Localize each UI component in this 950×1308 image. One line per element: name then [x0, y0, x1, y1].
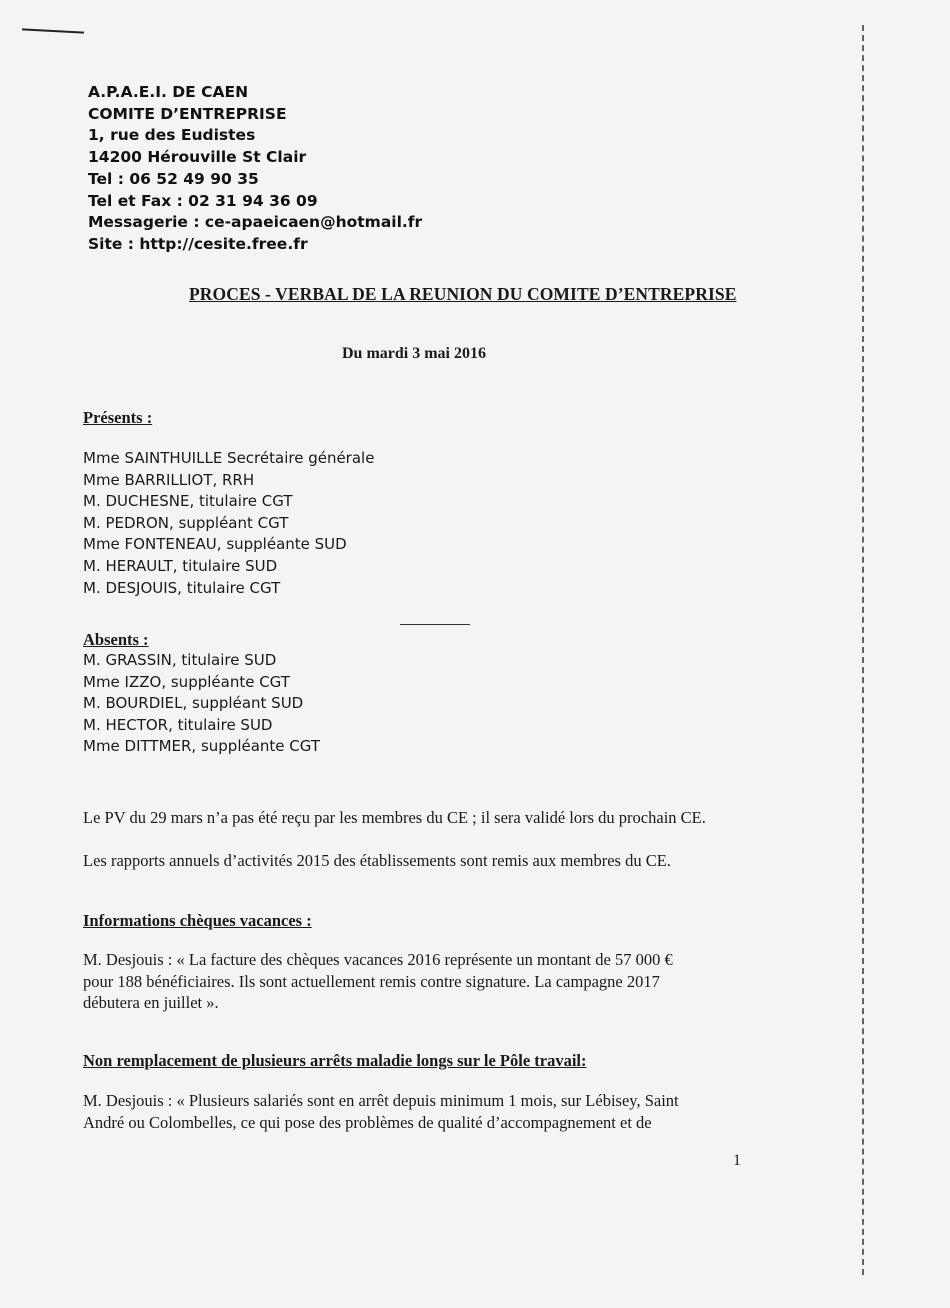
cheques-heading: Informations chèques vacances : — [83, 911, 312, 930]
list-item: Mme DITTMER, suppléante CGT — [83, 737, 321, 756]
paragraph-line: M. Desjouis : « La facture des chèques vacances 2016 représente un montant de 57 000 € — [83, 950, 673, 969]
presents-list — [83, 448, 374, 599]
telephone: Tel : 06 52 49 90 35 — [88, 169, 259, 188]
remplacement-paragraph — [83, 1090, 753, 1133]
list-item: M. BOURDIEL, suppléant SUD — [83, 694, 304, 713]
website: Site : http://cesite.free.fr — [88, 234, 308, 253]
page-number: 1 — [733, 1152, 741, 1169]
committee-name: COMITE D’ENTREPRISE — [88, 104, 287, 123]
org-name: A.P.A.E.I. DE CAEN — [88, 83, 249, 101]
absents-list — [83, 650, 320, 758]
document-title: PROCES - VERBAL DE LA REUNION DU COMITE D’ENTREPRISE — [189, 284, 737, 304]
presents-heading: Présents : — [83, 408, 153, 427]
list-item: M. HECTOR, titulaire SUD — [83, 715, 273, 734]
paragraph-line: M. Desjouis : « Plusieurs salariés sont en arrêt depuis minimum 1 mois, sur Lébisey, Saint — [83, 1091, 679, 1110]
list-item: Mme FONTENEAU, suppléante SUD — [83, 535, 347, 554]
paragraph-line: débutera en juillet ». — [83, 993, 219, 1012]
email-address: Messagerie : ce-apaeicaen@hotmail.fr — [88, 213, 423, 232]
absents-heading: Absents : — [83, 630, 149, 649]
list-item: M. GRASSIN, titulaire SUD — [83, 651, 277, 669]
tel-fax: Tel et Fax : 02 31 94 36 09 — [88, 191, 318, 210]
divider-line — [400, 624, 470, 625]
list-item: Mme IZZO, suppléante CGT — [83, 672, 290, 691]
organization-header — [88, 82, 422, 256]
top-left-pen-mark — [22, 28, 84, 33]
list-item: M. PEDRON, suppléant CGT — [83, 513, 289, 532]
list-item: Mme BARRILLIOT, RRH — [83, 470, 255, 489]
cheques-paragraph — [83, 949, 753, 1014]
rapports-paragraph: Les rapports annuels d’activités 2015 des établissements sont remis aux membres du CE. — [83, 851, 671, 870]
paragraph-line: pour 188 bénéficiaires. Ils sont actuellement remis contre signature. La campagne 2017 — [83, 971, 660, 991]
pv-paragraph: Le PV du 29 mars n’a pas été reçu par les membres du CE ; il sera validé lors du prochain CE. — [83, 808, 706, 827]
meeting-date: Du mardi 3 mai 2016 — [342, 345, 486, 362]
list-item: M. HERAULT, titulaire SUD — [83, 556, 278, 575]
list-item: M. DUCHESNE, titulaire CGT — [83, 492, 293, 511]
show-through-text — [470, 90, 860, 182]
paragraph-line: André ou Colombelles, ce qui pose des problèmes de qualité d’accompagnement et de — [83, 1112, 652, 1132]
remplacement-heading: Non remplacement de plusieurs arrêts maladie longs sur le Pôle travail: — [83, 1051, 587, 1070]
city-address: 14200 Hérouville St Clair — [88, 148, 307, 167]
page-edge-dashed-line — [862, 25, 866, 1275]
list-item: M. DESJOUIS, titulaire CGT — [83, 578, 281, 597]
street-address: 1, rue des Eudistes — [88, 126, 256, 145]
list-item: Mme SAINTHUILLE Secrétaire générale — [83, 449, 375, 467]
